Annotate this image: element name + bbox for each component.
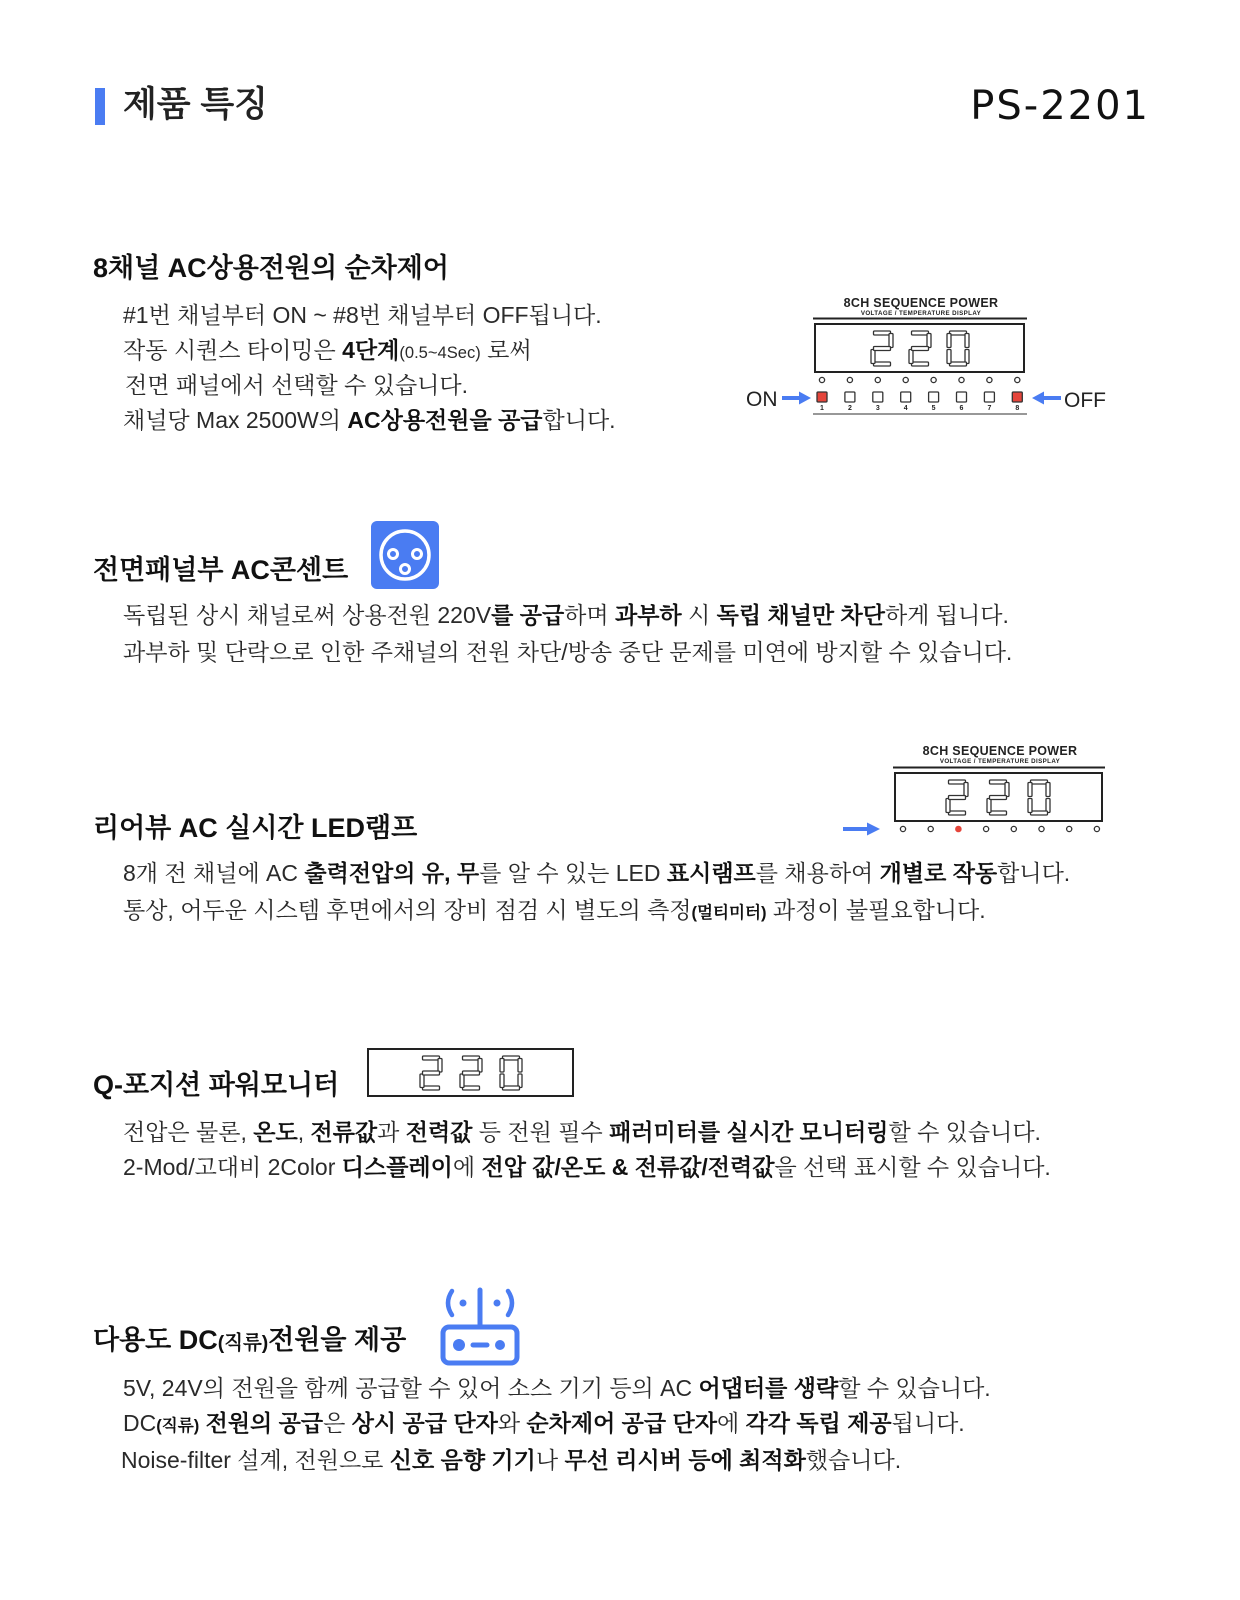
rear-led-5 bbox=[1011, 826, 1016, 831]
segment-b bbox=[889, 334, 893, 348]
emphasis-text: 출력전압의 유, 무 bbox=[304, 860, 480, 886]
emphasis-text: 무선 리시버 등에 최적화 bbox=[564, 1447, 806, 1473]
text-segment: Q-포지션 파워모니터 bbox=[93, 1070, 340, 1100]
indicator-dot bbox=[987, 377, 992, 382]
emphasis-text: AC상용전원을 공급 bbox=[347, 407, 543, 433]
text-segment: 하게 됩니다. bbox=[884, 602, 1009, 628]
segment-g bbox=[912, 347, 929, 351]
segment-d bbox=[950, 362, 967, 366]
segment-e bbox=[500, 1074, 504, 1088]
rear-led-8 bbox=[1094, 826, 1099, 831]
text-segment: 을 선택 표시할 수 있습니다. bbox=[774, 1154, 1051, 1180]
segment-d bbox=[912, 362, 929, 366]
arrow-head bbox=[867, 823, 880, 836]
segment-a bbox=[950, 331, 967, 335]
device-indicator bbox=[495, 1340, 505, 1350]
section-text-line bbox=[123, 1371, 991, 1405]
off-label: OFF bbox=[1064, 389, 1106, 412]
emphasis-text: 신호 음향 기기 bbox=[389, 1447, 536, 1473]
segment-a bbox=[990, 780, 1007, 784]
channel-key-5 bbox=[929, 392, 939, 402]
emphasis-text: (직류) bbox=[156, 1416, 200, 1435]
segment-e bbox=[420, 1074, 424, 1088]
small-text: (직류) bbox=[217, 1332, 269, 1354]
emphasis-text: 상시 공급 단자 bbox=[351, 1410, 498, 1436]
section-text-line bbox=[123, 856, 1070, 890]
segment-a bbox=[874, 331, 891, 335]
segment-g bbox=[423, 1071, 440, 1075]
wireless-device-icon bbox=[440, 1284, 520, 1366]
segment-f bbox=[947, 334, 951, 348]
section-text-line bbox=[123, 1406, 965, 1440]
panel-subtitle: VOLTAGE / TEMPERATURE DISPLAY bbox=[939, 758, 1061, 765]
text-segment: 시 bbox=[681, 602, 717, 628]
text-segment: 통상, 어두운 시스템 후면에서의 장비 점검 시 별도의 측정 bbox=[123, 897, 692, 923]
arrow-right-icon bbox=[782, 392, 811, 405]
channel-key-row bbox=[817, 392, 1022, 412]
emphasis-text: 패러미터를 실시간 모니터링 bbox=[609, 1119, 889, 1145]
arrow-left-icon bbox=[1032, 392, 1061, 405]
rear-led-row bbox=[900, 826, 1099, 833]
emphasis-text: 전류값 bbox=[310, 1119, 378, 1145]
section-text-line bbox=[123, 403, 616, 437]
emphasis-text: 어댑터를 생략 bbox=[698, 1375, 839, 1401]
signal-dot bbox=[494, 1300, 501, 1307]
text-segment: 과 bbox=[377, 1119, 406, 1145]
indicator-dot-row bbox=[819, 377, 1020, 382]
channel-key-4 bbox=[901, 392, 911, 402]
text-segment: 독립된 상시 채널로써 상용전원 220V bbox=[123, 602, 492, 628]
channel-key-7 bbox=[984, 392, 994, 402]
segment-g bbox=[463, 1071, 480, 1075]
rear-led-7 bbox=[1067, 826, 1072, 831]
channel-number: 2 bbox=[847, 405, 852, 412]
title-accent-bar bbox=[95, 88, 105, 125]
section-text-line bbox=[123, 1150, 1051, 1184]
arrow-head bbox=[799, 392, 811, 405]
emphasis-text: 순차제어 공급 단자 bbox=[526, 1410, 717, 1436]
text-segment: 8채널 AC상용전원의 순차제어 bbox=[93, 253, 449, 283]
text-segment: 하며 bbox=[564, 602, 615, 628]
segment-a bbox=[423, 1056, 440, 1060]
section-text-line bbox=[123, 1115, 1041, 1149]
text-segment: 전원을 제공 bbox=[268, 1325, 407, 1355]
text-segment: 를 채용하여 bbox=[755, 860, 880, 886]
channel-key-1 bbox=[817, 392, 827, 402]
rear-led-1 bbox=[900, 826, 905, 831]
emphasis-text: 과부하 bbox=[615, 602, 682, 628]
signal-dot bbox=[460, 1300, 467, 1307]
indicator-dot bbox=[847, 377, 852, 382]
emphasis-text: 디스플레이 bbox=[341, 1154, 453, 1180]
segment-b bbox=[438, 1059, 442, 1073]
panel-title: 8CH SEQUENCE POWER bbox=[843, 296, 999, 310]
text-segment: 리어뷰 AC 실시간 LED램프 bbox=[93, 813, 418, 843]
section-text-line bbox=[123, 893, 986, 927]
channel-key-8 bbox=[1012, 392, 1022, 402]
segment-d bbox=[1031, 811, 1048, 815]
text-segment: 로써 bbox=[480, 337, 532, 363]
rear-led-6 bbox=[1039, 826, 1044, 831]
segment-d bbox=[503, 1086, 520, 1090]
channel-number: 7 bbox=[987, 405, 992, 412]
text-segment: 됩니다. bbox=[891, 1410, 965, 1436]
text-segment: 합니다. bbox=[997, 860, 1071, 886]
indicator-dot bbox=[819, 377, 824, 382]
segment-b bbox=[927, 334, 931, 348]
text-segment: 다용도 DC bbox=[93, 1325, 218, 1355]
segment-d bbox=[990, 811, 1007, 815]
indicator-dot bbox=[875, 377, 880, 382]
section-text-line bbox=[123, 598, 1009, 632]
section-heading-sequence-control bbox=[93, 248, 449, 288]
segment-d bbox=[463, 1086, 480, 1090]
emphasis-text: 온도 bbox=[253, 1119, 298, 1145]
segment-a bbox=[1031, 780, 1048, 784]
emphasis-text: 4단계 bbox=[342, 337, 400, 363]
power-monitor-display bbox=[367, 1048, 575, 1098]
text-segment: 에 bbox=[716, 1410, 746, 1436]
on-label: ON bbox=[746, 388, 778, 411]
text-segment: 합니다. bbox=[542, 407, 616, 433]
outlet-icon bbox=[371, 521, 439, 589]
segment-b bbox=[964, 783, 968, 797]
section-text-line bbox=[123, 333, 532, 367]
segment-e bbox=[1028, 799, 1032, 813]
sequence-panel-diagram bbox=[740, 290, 1120, 425]
channel-number: 8 bbox=[1015, 405, 1020, 412]
rear-led-3 bbox=[955, 826, 962, 833]
segment-e bbox=[987, 799, 991, 813]
channel-key-3 bbox=[873, 392, 883, 402]
text-segment: 과부하 및 단락으로 인한 주채널의 전원 차단/방송 중단 문제를 미연에 방지할 수 있습니다. bbox=[123, 639, 1013, 665]
emphasis-text: 전압 값/온도 & 전류값/전력값 bbox=[481, 1154, 775, 1180]
rear-led-4 bbox=[984, 826, 989, 831]
segment-g bbox=[990, 796, 1007, 800]
text-segment: 과정이 불필요합니다. bbox=[766, 897, 986, 923]
section-heading-rear-led bbox=[93, 808, 417, 848]
text-segment: DC bbox=[123, 1410, 157, 1436]
text-segment: 2-Mod/고대비 2Color bbox=[123, 1154, 342, 1180]
segment-e bbox=[947, 350, 951, 364]
section-text-line bbox=[123, 635, 1012, 669]
model-name: PS-2201 bbox=[970, 83, 1150, 129]
text-segment: 전면패널부 AC콘센트 bbox=[93, 555, 349, 585]
segment-a bbox=[949, 780, 966, 784]
text-segment: , bbox=[297, 1119, 311, 1145]
text-segment: #1번 채널부터 ON ~ #8번 채널부터 OFF됩니다. bbox=[123, 302, 602, 328]
emphasis-text: 표시램프 bbox=[666, 860, 756, 886]
emphasis-text: 전원의 공급 bbox=[205, 1410, 324, 1436]
text-segment: 했습니다. bbox=[805, 1447, 902, 1473]
text-segment: 전면 패널에서 선택할 수 있습니다. bbox=[125, 372, 469, 398]
emphasis-text: (멀티미터) bbox=[691, 903, 767, 922]
text-segment: 5V, 24V의 전원을 함께 공급할 수 있어 소스 기기 등의 AC bbox=[123, 1375, 699, 1401]
indicator-dot bbox=[931, 377, 936, 382]
segment-d bbox=[874, 362, 891, 366]
segment-a bbox=[463, 1056, 480, 1060]
text-segment: 채널당 Max 2500W의 bbox=[123, 407, 348, 433]
segment-e bbox=[871, 350, 875, 364]
emphasis-text: 전력값 bbox=[405, 1119, 473, 1145]
section-text-line bbox=[125, 368, 468, 402]
rear-led-2 bbox=[928, 826, 933, 831]
segment-f bbox=[500, 1059, 504, 1073]
segment-f bbox=[1028, 783, 1032, 797]
text-segment: 은 bbox=[323, 1410, 352, 1436]
emphasis-text: 개별로 작동 bbox=[879, 860, 998, 886]
indicator-dot bbox=[959, 377, 964, 382]
section-heading-front-outlet bbox=[93, 550, 348, 590]
rear-led-diagram bbox=[835, 740, 1115, 840]
text-segment: 등 전원 필수 bbox=[472, 1119, 610, 1145]
channel-number: 6 bbox=[959, 405, 964, 412]
text-segment: 8개 전 채널에 AC bbox=[123, 860, 305, 886]
emphasis-text: 를 공급 bbox=[491, 602, 565, 628]
segment-a bbox=[912, 331, 929, 335]
segment-d bbox=[949, 811, 966, 815]
channel-number: 3 bbox=[875, 405, 880, 412]
segment-b bbox=[1005, 783, 1009, 797]
segment-b bbox=[478, 1059, 482, 1073]
segment-a bbox=[503, 1056, 520, 1060]
page-title: 제품 특징 bbox=[123, 85, 268, 124]
channel-number: 4 bbox=[903, 405, 908, 412]
text-segment: 와 bbox=[497, 1410, 527, 1436]
channel-number: 5 bbox=[931, 405, 936, 412]
segment-e bbox=[460, 1074, 464, 1088]
text-segment: Noise-filter 설계, 전원으로 bbox=[121, 1447, 390, 1473]
small-text: (0.5~4Sec) bbox=[399, 343, 481, 362]
segment-b bbox=[965, 334, 969, 348]
text-segment: 에 bbox=[452, 1154, 482, 1180]
segment-d bbox=[423, 1086, 440, 1090]
emphasis-text: 각각 독립 제공 bbox=[745, 1410, 892, 1436]
text-segment: 작동 시퀀스 타이밍은 bbox=[123, 337, 343, 363]
section-heading-dc-power bbox=[93, 1320, 406, 1360]
channel-key-6 bbox=[957, 392, 967, 402]
panel-title: 8CH SEQUENCE POWER bbox=[922, 744, 1078, 758]
text-segment: 를 알 수 있는 LED bbox=[479, 860, 667, 886]
segment-g bbox=[874, 347, 891, 351]
segment-b bbox=[1046, 783, 1050, 797]
section-text-line bbox=[121, 1443, 901, 1477]
segment-e bbox=[946, 799, 950, 813]
section-text-line bbox=[123, 298, 602, 332]
text-segment: 나 bbox=[535, 1447, 565, 1473]
device-knob bbox=[453, 1339, 465, 1351]
panel-subtitle: VOLTAGE / TEMPERATURE DISPLAY bbox=[860, 310, 982, 317]
indicator-dot bbox=[903, 377, 908, 382]
emphasis-text: 독립 채널만 차단 bbox=[716, 602, 885, 628]
signal-wave-left bbox=[448, 1291, 452, 1315]
channel-number: 1 bbox=[820, 405, 824, 412]
signal-wave-right bbox=[508, 1291, 512, 1315]
text-segment: 전압은 물론, bbox=[123, 1119, 254, 1145]
text-segment: 할 수 있습니다. bbox=[888, 1119, 1041, 1145]
indicator-dot bbox=[1015, 377, 1020, 382]
arrow-right-icon bbox=[843, 823, 880, 836]
section-heading-power-monitor bbox=[93, 1065, 339, 1105]
segment-e bbox=[909, 350, 913, 364]
segment-b bbox=[518, 1059, 522, 1073]
channel-key-2 bbox=[845, 392, 855, 402]
text-segment: 할 수 있습니다. bbox=[838, 1375, 991, 1401]
arrow-head bbox=[1032, 392, 1044, 405]
segment-g bbox=[949, 796, 966, 800]
